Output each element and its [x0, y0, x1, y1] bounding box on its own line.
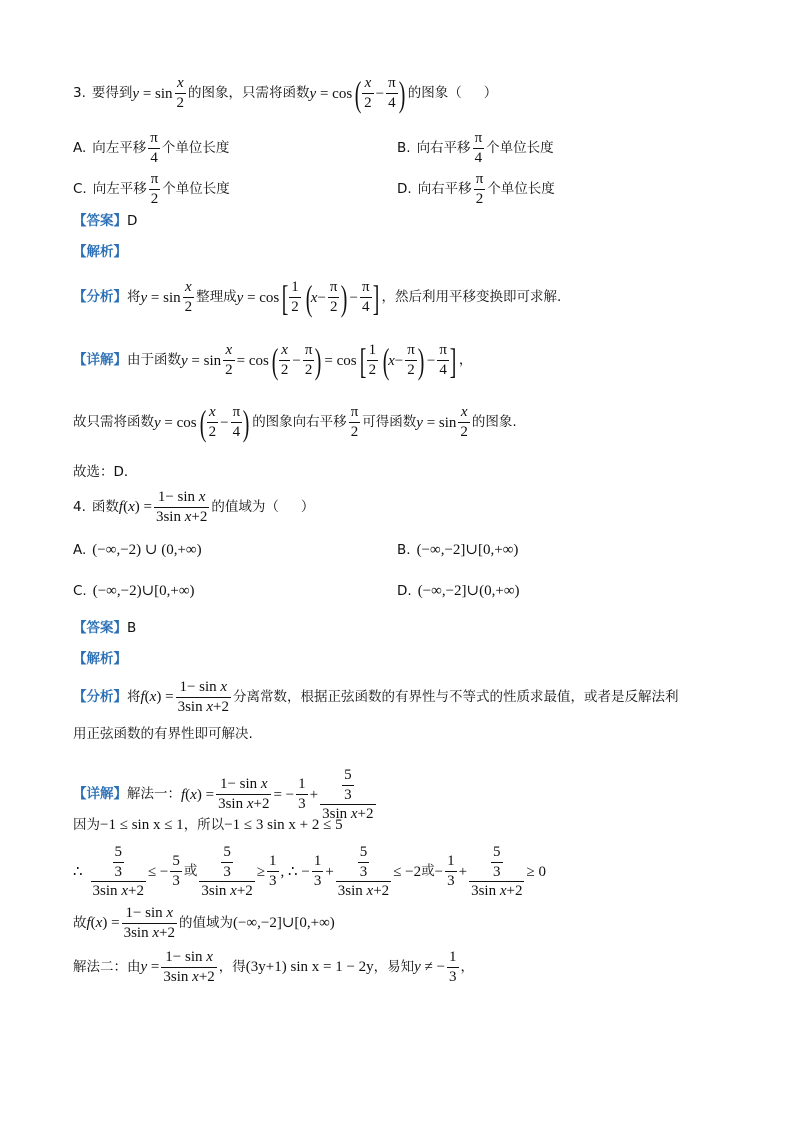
fraction: $\frac{x}{2}$ [176, 75, 185, 111]
q4-option-d: D. (−∞,−2]∪(0,+∞) [397, 582, 520, 599]
q4-option-b: B. (−∞,−2]∪[0,+∞) [397, 541, 519, 558]
q4-answer: 【答案】 B [73, 620, 137, 636]
q4-stem: 4. 函数 f(x) = $\frac{\text{1− sin x}}{\text{3sin x+2}}$ 的值域为（ ） [73, 489, 315, 525]
q3-stem: 3. 要得到 y = sin $\frac{x}{2}$ 的图象，只需将函数 y = cos ( $\frac{x}{2}$ − $\frac{\pi}{4}$ ) 的图象（ ） [73, 74, 498, 114]
q3-fenxi: 【分析】 将 y = sin $\frac{x}{2}$ 整理成 y = cos [ $\frac{1}{2}$ ( x − $\frac{\pi}{2}$ ) − $\frac{\pi}{4}$ ] ，然后利用平移变换即可求解. [73, 278, 562, 318]
q4-fenxi-cont: 用正弦函数的有界性即可解决. [73, 726, 253, 742]
q4-xiangjie: 【详解】 解法一： f(x) = $\frac{\text{1− sin x}}{\text{3sin x+2}}$ = − $\frac{1}{3}$ + $\frac{\frac{5}{3}}{\text{3sin x+2}}$ [73, 767, 374, 822]
math-expr: y = sin [132, 85, 173, 102]
q3-option-d: D. 向右平移 $\frac{\pi}{2}$ 个单位长度 [397, 171, 555, 207]
q4-option-c: C. (−∞,−2)∪[0,+∞) [73, 582, 195, 599]
q3-jiexi-heading: 【解析】 [73, 244, 127, 260]
q3-choice: 故选：D． [73, 464, 138, 480]
q3-number: 3. [73, 85, 86, 102]
q3-option-b: B. 向右平移 $\frac{\pi}{4}$ 个单位长度 [397, 130, 554, 166]
q3-conclusion: 故只需将函数 y = cos ( $\frac{x}{2}$ − $\frac{\pi}{4}$ ) 的图象向右平移 $\frac{\pi}{2}$ 可得函数 y = sin $\frac{x}{2}$ 的图象. [73, 403, 517, 443]
q3-xiangjie: 【详解】 由于函数 y = sin $\frac{x}{2}$ = cos ( $\frac{x}{2}$ − $\frac{\pi}{2}$ ) = cos [ $\frac{1}{2}$ ( x − $\frac{\pi}{2}$ ) − $\frac{\pi}{4}$ ] ， [73, 341, 473, 381]
q4-method2: 解法二：由 y = $\frac{\text{1− sin x}}{\text{3sin x+2}}$ ，得 (3y+1) sin x = 1 − 2y ，易知 y ≠ − $\frac{1}{3}$ ， [73, 949, 475, 985]
q4-range: 故 f(x) = $\frac{\text{1− sin x}}{\text{3sin x+2}}$ 的值域为 (−∞,−2]∪[0,+∞) [73, 905, 335, 941]
q4-therefore: ∴ $\frac{\frac{5}{3}}{\text{3sin x+2}}$ ≤ − $\frac{5}{3}$ 或 $\frac{\frac{5}{3}}{\text{3sin x+2}}$ ≥ $\frac{1}{3}$ , ∴ − $\frac{1}{3}$ + $\frac{\frac{5}{3}}{\text{3sin x+2}}$ ≤ −2 或 − $\frac{1}{3}$ + $\frac{\frac{5}{3}}{\text{3sin x+2}}$ ≥ 0 [73, 844, 546, 899]
q3-option-a: A. 向左平移 $\frac{\pi}{4}$ 个单位长度 [73, 130, 230, 166]
math-expr: y = cos [309, 85, 353, 102]
q3-answer: 【答案】 D [73, 213, 138, 229]
q4-option-a: A. (−∞,−2) ∪ (0,+∞) [73, 541, 202, 558]
q4-yinwei: 因为 −1 ≤ sin x ≤ 1 ，所以 −1 ≤ 3 sin x + 2 ≤ 5 [73, 816, 343, 833]
q4-jiexi-heading: 【解析】 [73, 651, 127, 667]
q4-number: 4. [73, 499, 86, 515]
q3-option-c: C. 向左平移 $\frac{\pi}{2}$ 个单位长度 [73, 171, 230, 207]
q4-fenxi: 【分析】 将 f(x) = $\frac{\text{1− sin x}}{\text{3sin x+2}}$ 分离常数，根据正弦函数的有界性与不等式的性质求最值，或者是反解法利 [73, 679, 679, 715]
